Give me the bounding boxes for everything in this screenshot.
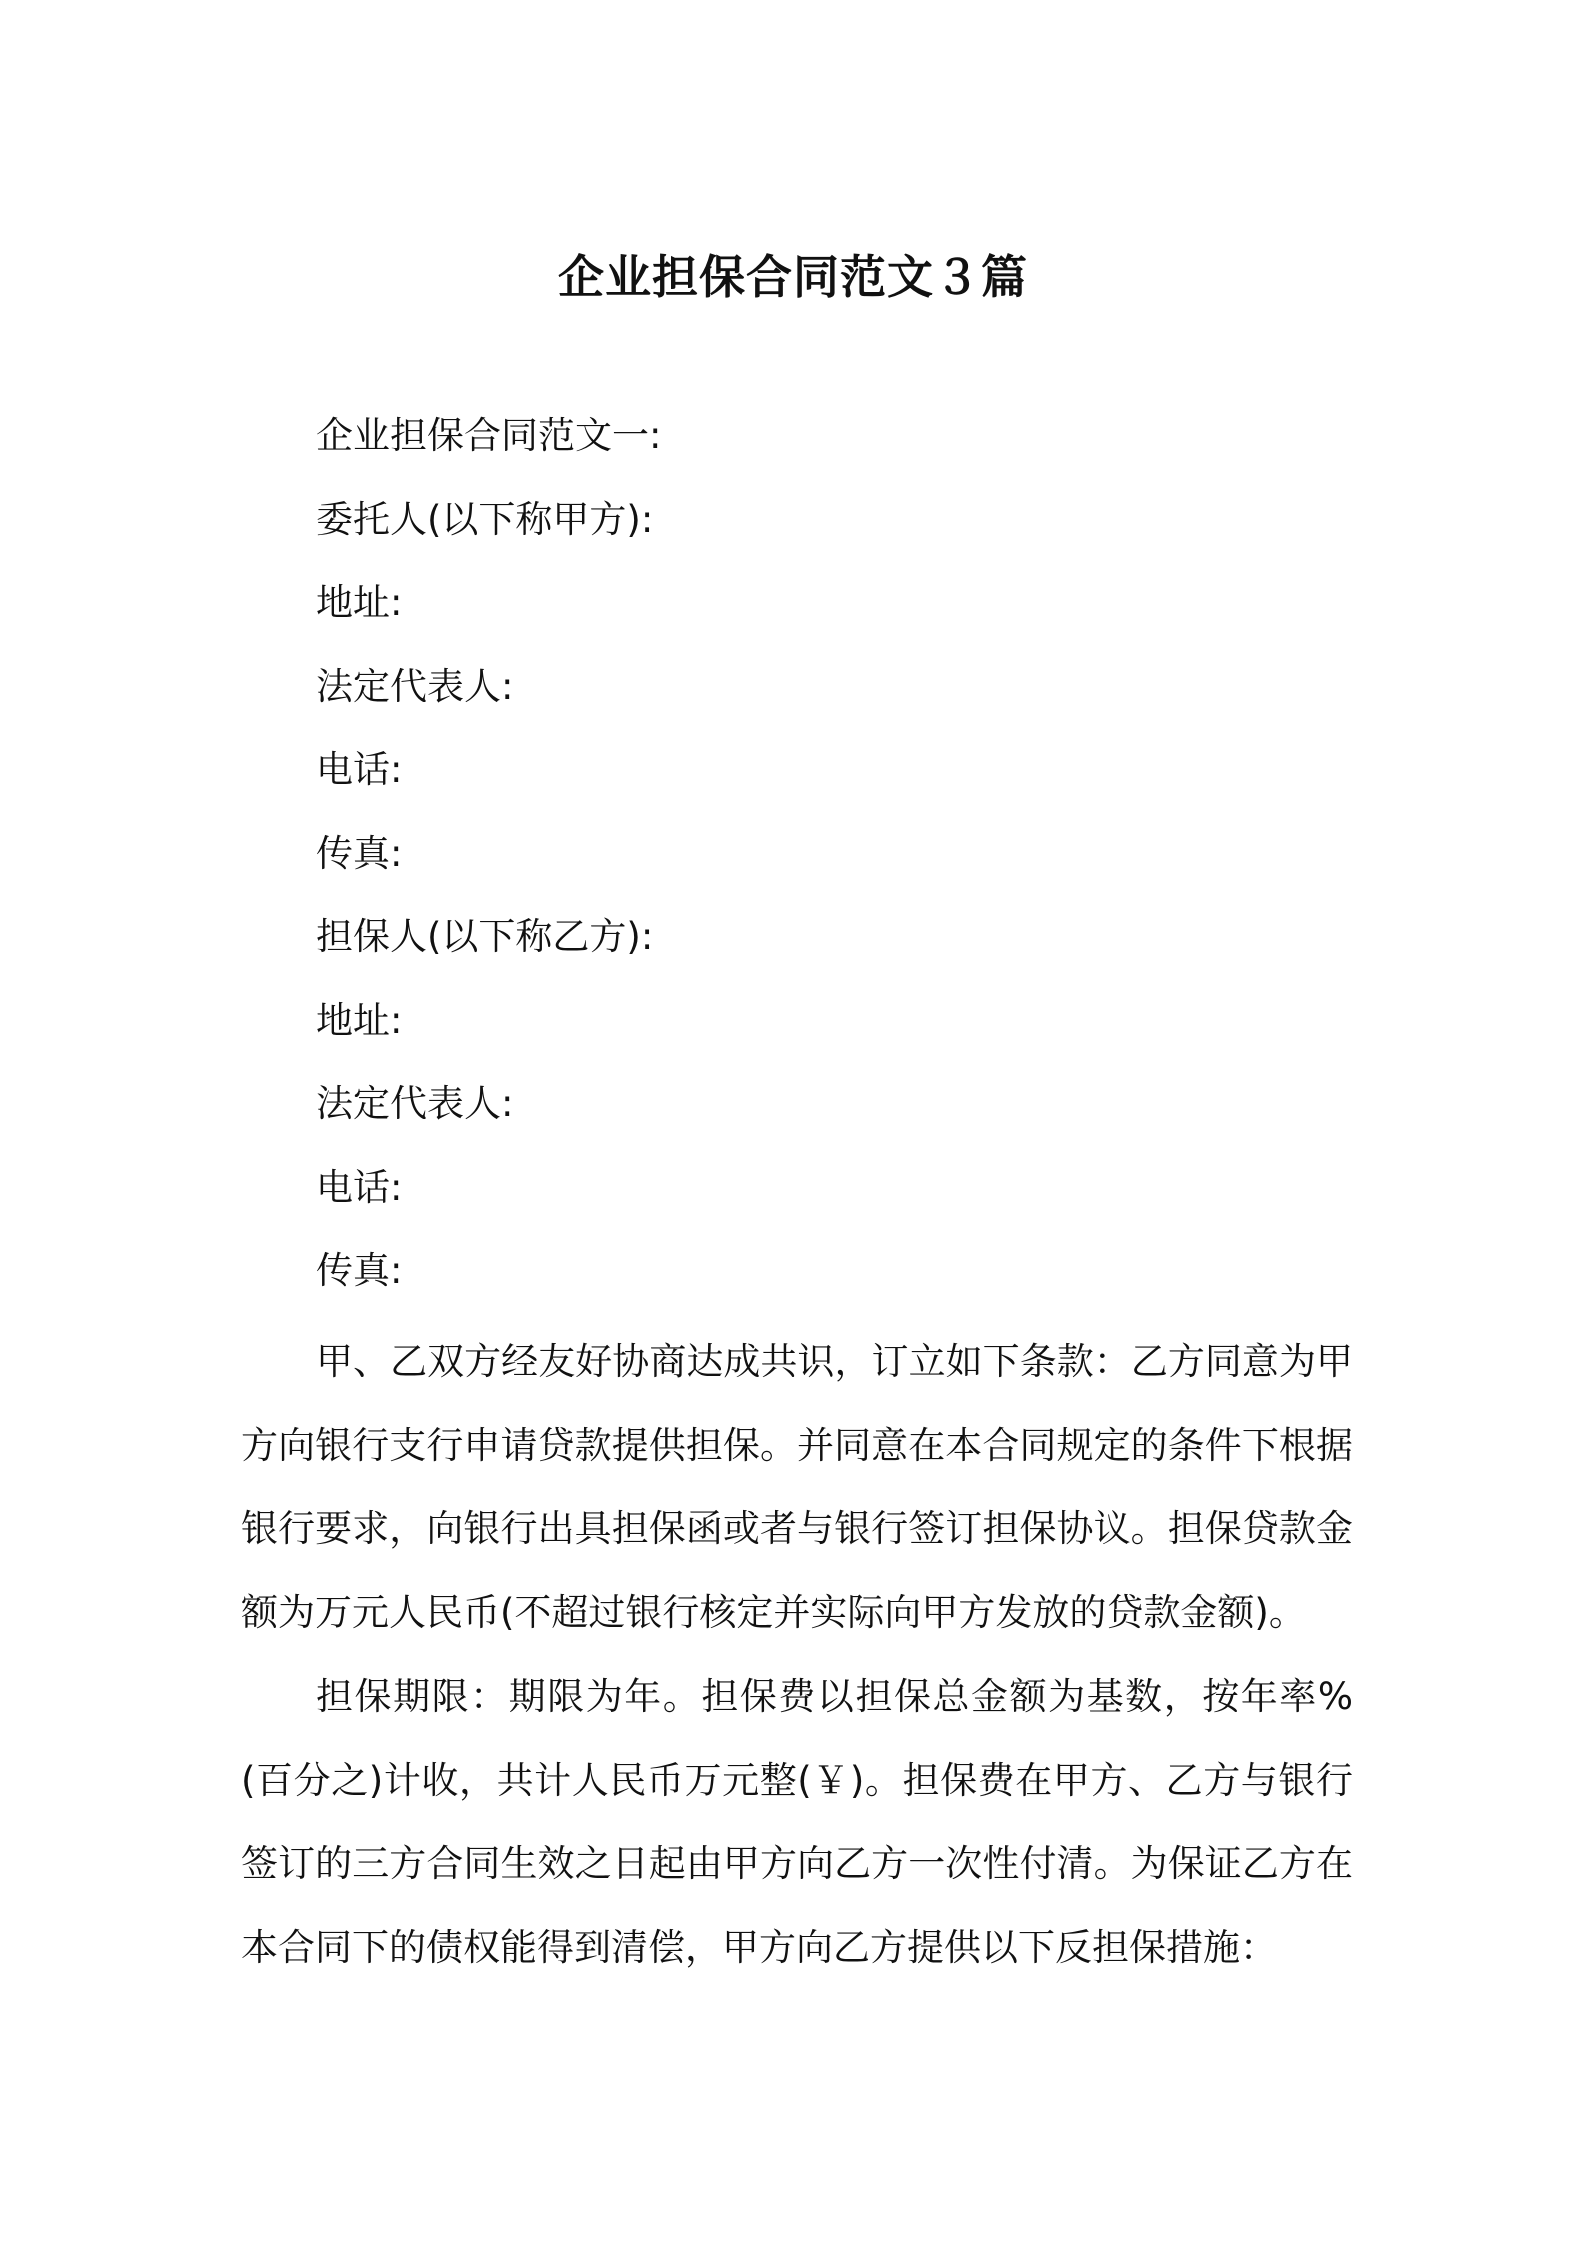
party-b-fax: 传真: xyxy=(316,1249,403,1292)
party-a-phone: 电话: xyxy=(316,748,403,791)
document-title: 企业担保合同范文３篇 xyxy=(558,249,1028,304)
party-a-address: 地址: xyxy=(316,581,403,624)
agreement-paragraph: 甲、乙双方经友好协商达成共识，订立如下条款：乙方同意为甲方向银行支行申请贷款提供担保。并同意在本合同规定的条件下根据银行要求，向银行出具担保函或者与银行签订担保协议。担保贷款金额为万元人民币(不超过银行核定并实际向甲方发放的贷款金额)。 xyxy=(241,1340,1353,1634)
guarantee-term-paragraph: 担保期限：期限为年。担保费以担保总金额为基数，按年率%(百分之)计收，共计人民币万元整(￥)。担保费在甲方、乙方与银行签订的三方合同生效之日起由甲方向乙方一次性付清。为保证乙方在本合同下的债权能得到清偿，甲方向乙方提供以下反担保措施： xyxy=(241,1675,1353,1969)
party-b-label: 担保人(以下称乙方): xyxy=(316,915,654,958)
section-heading: 企业担保合同范文一: xyxy=(316,414,662,457)
party-a-fax: 传真: xyxy=(316,831,403,875)
party-b-legal-rep: 法定代表人: xyxy=(316,1082,514,1125)
party-b-address: 地址: xyxy=(316,998,403,1042)
party-a-label: 委托人(以下称甲方): xyxy=(316,497,654,541)
party-b-phone: 电话: xyxy=(316,1165,403,1209)
party-a-legal-rep: 法定代表人: xyxy=(316,664,514,708)
party-info-list xyxy=(316,406,661,1325)
